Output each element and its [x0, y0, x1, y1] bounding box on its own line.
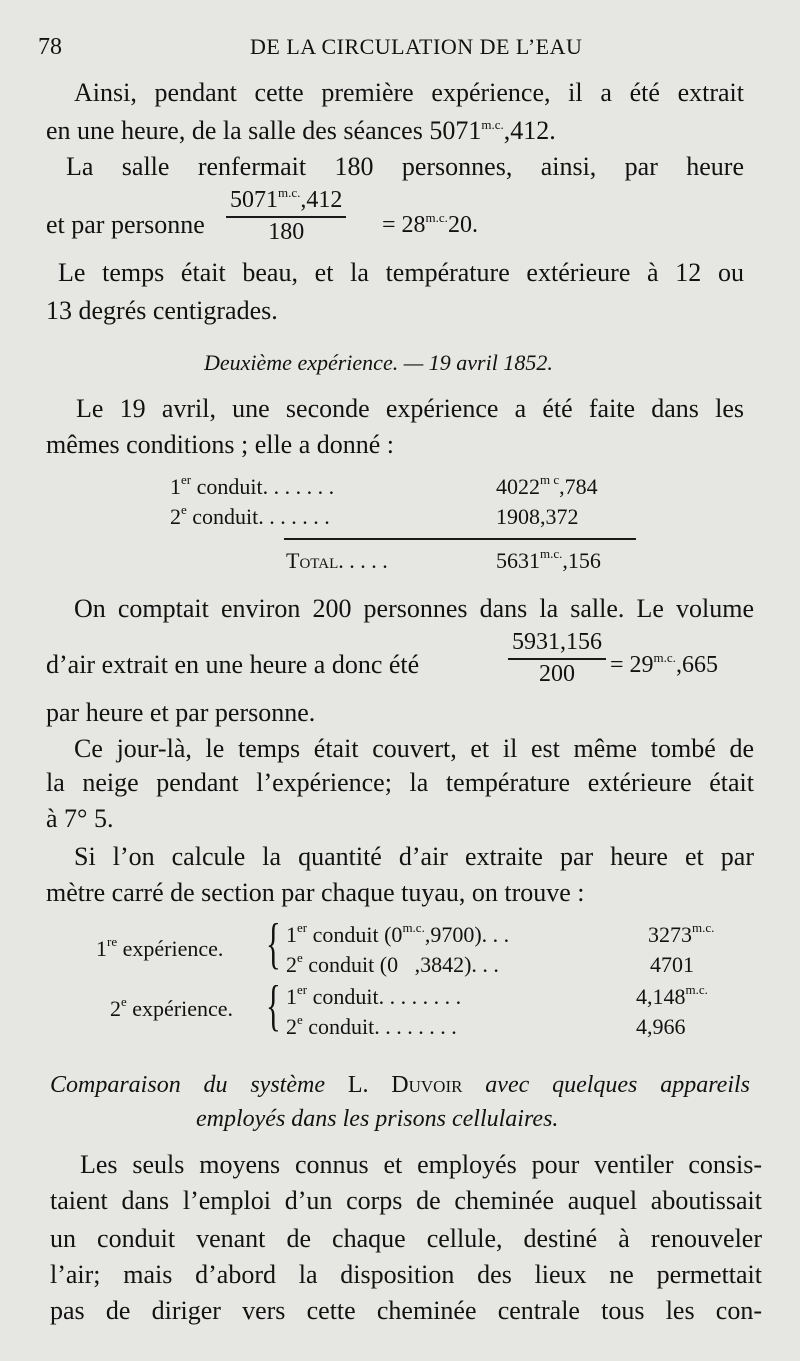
paragraph-line: On comptait environ 200 personnes dans la salle. Le volume	[74, 594, 754, 623]
brace-icon: {	[266, 913, 281, 975]
total-rule	[284, 538, 636, 540]
table-row-value: 4701	[650, 952, 694, 977]
brace-icon: {	[266, 975, 281, 1037]
table-row-value: $4,148^{m.c.}$	[636, 982, 708, 1009]
paragraph-line: la neige pendant l’expérience; la température extérieure était	[46, 768, 754, 797]
paragraph-line: et par personne	[46, 210, 205, 239]
section-heading: Deuxième expérience. — 19 avril 1852.	[204, 350, 553, 375]
paragraph-line: d’air extrait en une heure a donc été	[46, 650, 420, 679]
table-row-label: 1er conduit. . . . . . .	[170, 472, 335, 499]
page-number: 78	[38, 34, 62, 60]
table-row-label: 1er conduit $(0^{m.c.},9700)$. . .	[286, 920, 510, 947]
table-row-value: $4022^{m c},784$	[496, 472, 598, 499]
paragraph-line: Si l’on calcule la quantité d’air extraite par heure et par	[74, 842, 754, 871]
section-heading: employés dans les prisons cellulaires.	[196, 1106, 559, 1132]
table-row-label: 1er conduit. . . . . . . .	[286, 982, 462, 1009]
paragraph-line: l’air; mais d’abord la disposition des lieux ne permettait	[50, 1260, 762, 1289]
paragraph-line: Le 19 avril, une seconde expérience a été faite dans les	[76, 394, 744, 423]
table-row-label: 2e conduit. . . . . . . .	[286, 1012, 457, 1039]
table-row-value: 1908,372	[496, 504, 579, 529]
paragraph-line: taient dans l’emploi d’un corps de cheminée auquel aboutissait	[50, 1186, 762, 1215]
paragraph-line: Le temps était beau, et la température extérieure à 12 ou	[58, 258, 744, 287]
paragraph-line: un conduit venant de chaque cellule, destiné à renouveler	[50, 1224, 762, 1253]
experiment-label: 2e expérience.	[110, 994, 234, 1021]
paragraph-line: mêmes conditions ; elle a donné :	[46, 430, 395, 459]
paragraph-line: Ainsi, pendant cette première expérience, il a été extrait	[74, 78, 744, 107]
paragraph-line: pas de diriger vers cette cheminée centrale tous les con-	[50, 1296, 762, 1325]
fraction-volume-per-person-2: $\frac{5931,156}{200}$	[508, 628, 606, 688]
paragraph-line: par heure et par personne.	[46, 698, 316, 727]
running-title: DE LA CIRCULATION DE L’EAU	[250, 34, 583, 59]
table-row-label: 2e conduit (0 ,3842). . .	[286, 950, 499, 977]
paragraph-line: La salle renfermait 180 personnes, ainsi, par heure	[66, 152, 744, 181]
fraction-result: = $29^{m.c.},665$	[610, 650, 718, 678]
paragraph-line: à 7° 5.	[46, 804, 114, 833]
table-row-label: 2e conduit. . . . . . .	[170, 502, 330, 529]
experiment-label: 1re expérience.	[96, 934, 224, 961]
table-row-value: $3273^{m.c.}$	[648, 920, 715, 947]
section-heading: Comparaison du système L. Duvoir avec quelques appareils	[50, 1072, 750, 1098]
fraction-volume-per-person: $\frac{5071^{m.c.},412}{180}$	[226, 186, 346, 246]
paragraph-line: mètre carré de section par chaque tuyau, on trouve :	[46, 878, 585, 907]
paragraph-line: Les seuls moyens connus et employés pour ventiler consis-	[80, 1150, 762, 1179]
total-label: Total. . . . .	[286, 548, 388, 573]
table-row-value: 4,966	[636, 1014, 686, 1039]
fraction-result: = $28^{m.c.}20$.	[382, 210, 478, 238]
total-value: $5631^{m.c.},156$	[496, 546, 601, 573]
paragraph-line: en une heure, de la salle des séances $5071^{m.c.},412$.	[46, 116, 556, 145]
paragraph-line: 13 degrés centigrades.	[46, 296, 278, 325]
paragraph-line: Ce jour-là, le temps était couvert, et il est même tombé de	[74, 734, 754, 763]
